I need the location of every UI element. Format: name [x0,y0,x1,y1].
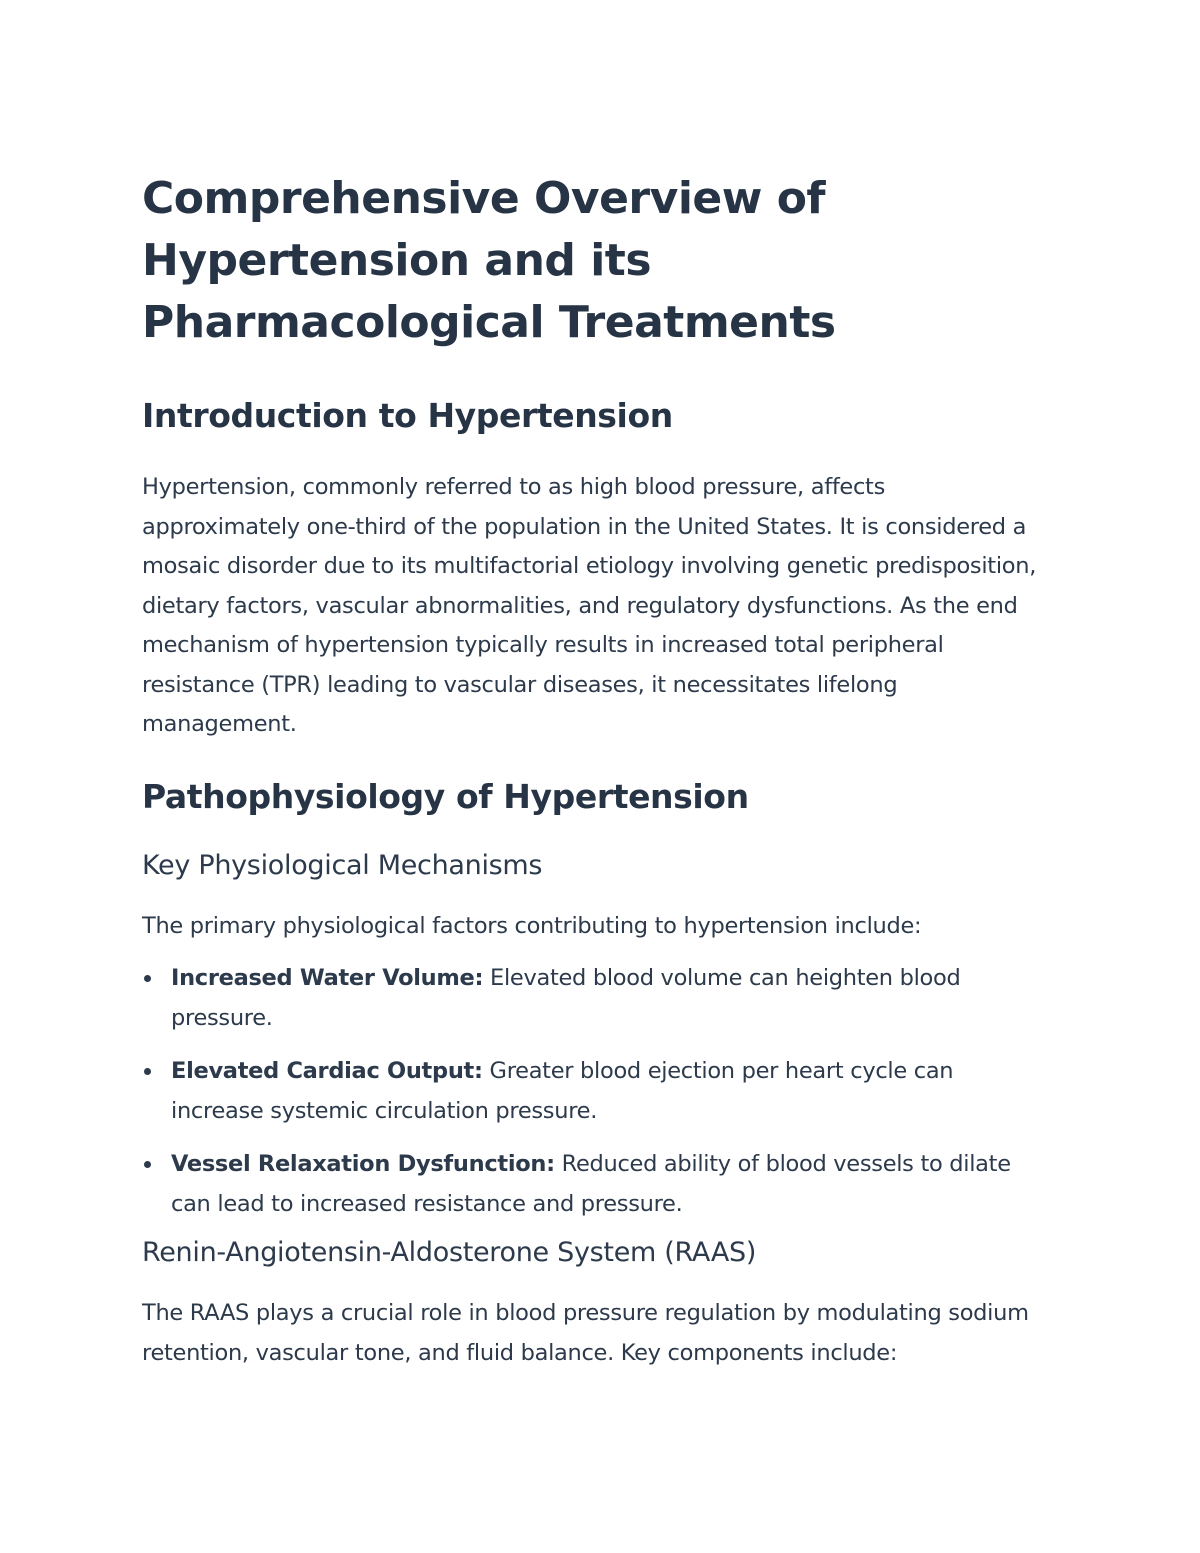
bullet-icon [144,975,151,982]
bullet-icon [144,1068,151,1075]
section-heading-pathophysiology: Pathophysiology of Hypertension [142,776,749,816]
list-item-term: Vessel Relaxation Dysfunction: [171,1151,555,1177]
list-item-term: Elevated Cardiac Output: [171,1058,483,1084]
list-item [142,959,1042,1038]
list-item-text: Elevated blood volume can heighten blood pressure. [171,965,961,1031]
document-page [142,168,1042,1373]
list-item-term: Increased Water Volume: [171,965,484,991]
subsection-heading-key-mechanisms: Key Physiological Mechanisms [142,849,543,881]
subsection-heading-raas: Renin-Angiotensin-Aldosterone System (RAAS) [142,1237,757,1268]
key-mechanisms-intro: The primary physiological factors contributing to hypertension include: [142,912,922,939]
list-item [142,1145,1042,1224]
bullet-icon [144,1161,151,1168]
list-item-text: Reduced ability of blood vessels to dilate can lead to increased resistance and pressure. [171,1151,1011,1217]
section-heading-introduction: Introduction to Hypertension [142,396,673,435]
list-item-text: Greater blood ejection per heart cycle can increase systemic circulation pressure. [171,1058,954,1124]
mechanisms-list [142,959,1042,1224]
introduction-paragraph: Hypertension, commonly referred to as high blood pressure, affects approximately one-third of the population in the United States. It is considered a mosaic disorder due to its multifactorial etiology involving genetic predisposition, dietary factors, vascular abnormalities, and regulatory dysfunctions. As the end mechanism of hypertension typically results in increased total peripheral resistance (TPR) leading to vascular diseases, it necessitates lifelong management. [142,474,1037,737]
document-title: Comprehensive Overview of Hypertension and its Pharmacological Treatments [142,173,836,348]
raas-paragraph: The RAAS plays a crucial role in blood pressure regulation by modulating sodium retention, vascular tone, and fluid balance. Key components include: [142,1300,1029,1366]
list-item [142,1052,1042,1131]
